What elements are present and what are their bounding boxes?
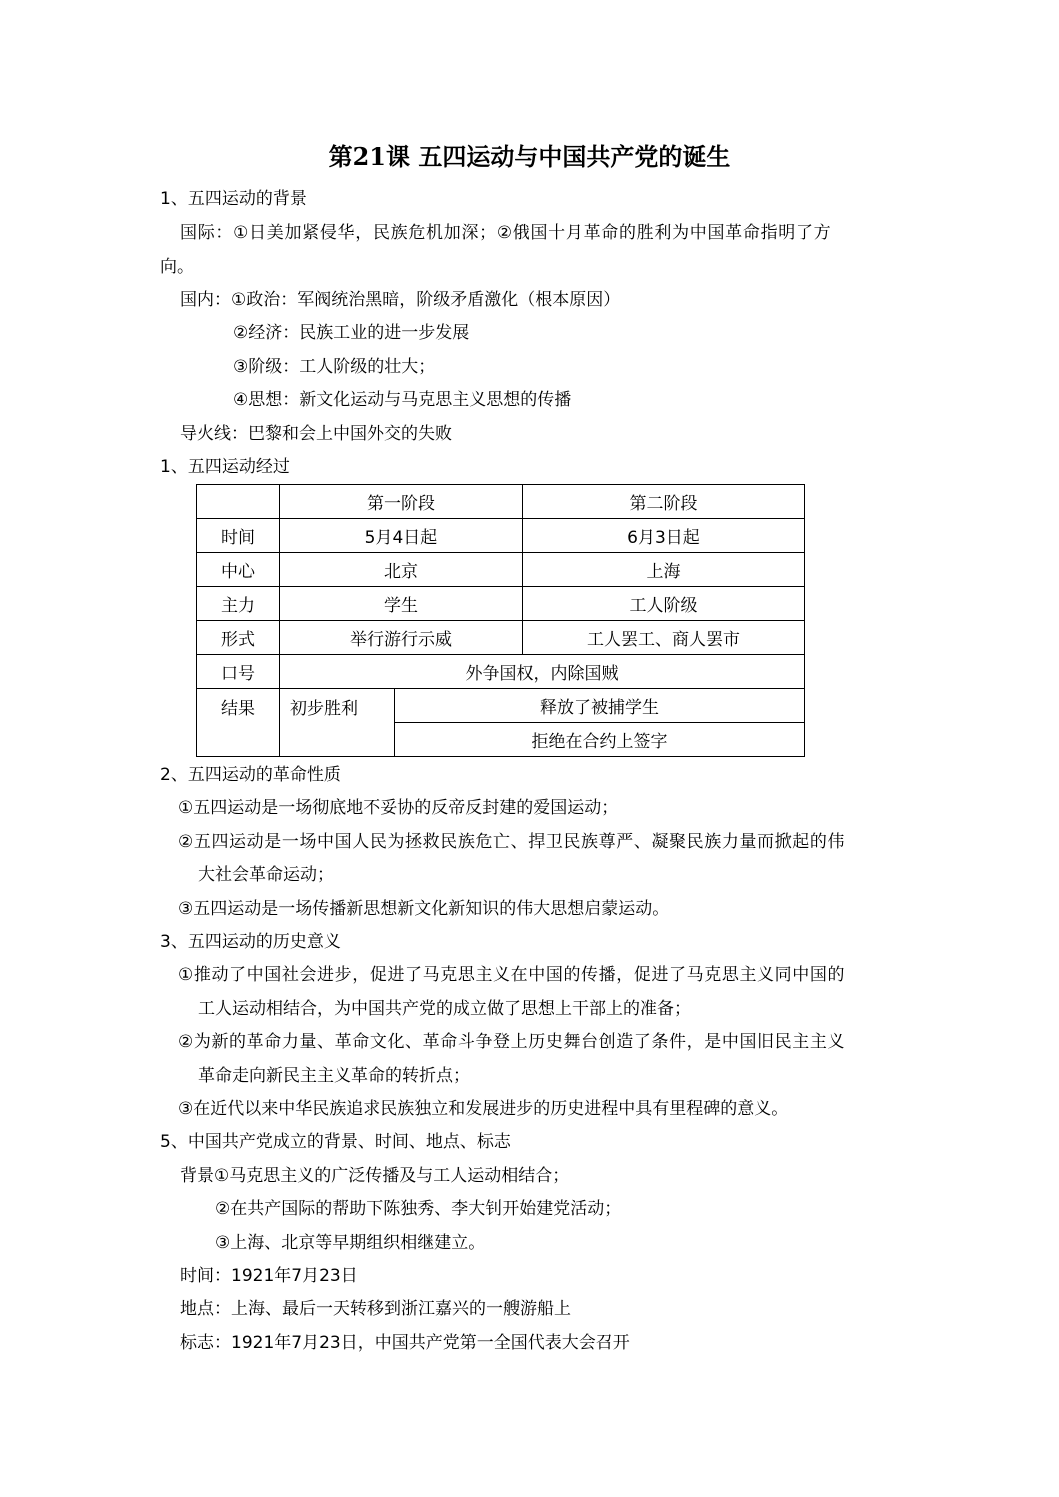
table-row bbox=[197, 519, 805, 553]
domestic-economy: ②经济：民族工业的进一步发展 bbox=[233, 323, 470, 343]
nature-item-3: ③五四运动是一场传播新思想新文化新知识的伟大思想启蒙运动。 bbox=[178, 899, 670, 919]
table-row bbox=[197, 689, 805, 723]
cpc-founding-time: 时间：1921年7月23日 bbox=[180, 1266, 358, 1286]
table-cell: 工人罢工、商人罢市 bbox=[523, 621, 805, 655]
domestic-thought: ④思想：新文化运动与马克思主义思想的传播 bbox=[233, 390, 572, 410]
row-label-result: 结果 bbox=[197, 689, 280, 757]
cpc-founding-sign: 标志：1921年7月23日，中国共产党第一全国代表大会召开 bbox=[180, 1333, 630, 1353]
cpc-background-2: ②在共产国际的帮助下陈独秀、李大钊开始建党活动； bbox=[215, 1199, 622, 1219]
table-row bbox=[197, 553, 805, 587]
significance-item-3: ③在近代以来中华民族追求民族独立和发展进步的历史进程中具有里程碑的意义。 bbox=[178, 1099, 789, 1119]
table-cell: 举行游行示威 bbox=[280, 621, 523, 655]
table-cell: 5月4日起 bbox=[280, 519, 523, 553]
table-row bbox=[197, 485, 805, 519]
row-label-slogan: 口号 bbox=[197, 655, 280, 689]
table-cell: 外争国权，内除国贼 bbox=[280, 655, 805, 689]
table-cell: 6月3日起 bbox=[523, 519, 805, 553]
nature-item-1: ①五四运动是一场彻底地不妥协的反帝反封建的爱国运动； bbox=[178, 798, 619, 818]
table-cell: 释放了被捕学生 bbox=[395, 689, 805, 723]
table-cell: 工人阶级 bbox=[523, 587, 805, 621]
cpc-background-3: ③上海、北京等早期组织相继建立。 bbox=[215, 1233, 486, 1253]
table-row bbox=[197, 655, 805, 689]
page-title: 第21课 五四运动与中国共产党的诞生 bbox=[328, 142, 731, 171]
row-label-time: 时间 bbox=[197, 519, 280, 553]
section-heading-background: 1、五四运动的背景 bbox=[160, 189, 307, 209]
table-row bbox=[197, 621, 805, 655]
section-heading-nature: 2、五四运动的革命性质 bbox=[160, 765, 341, 785]
table-cell bbox=[197, 485, 280, 519]
row-label-center: 中心 bbox=[197, 553, 280, 587]
table-cell: 上海 bbox=[523, 553, 805, 587]
cpc-background-1: 背景①马克思主义的广泛传播及与工人运动相结合； bbox=[180, 1166, 570, 1186]
table-row bbox=[197, 587, 805, 621]
domestic-politics: 国内：①政治：军阀统治黑暗，阶级矛盾激化（根本原因） bbox=[180, 290, 621, 310]
significance-item-2-line2: 革命走向新民主主义革命的转折点； bbox=[198, 1066, 470, 1086]
cpc-founding-place: 地点：上海、最后一天转移到浙江嘉兴的一艘游船上 bbox=[180, 1299, 571, 1319]
nature-item-2-line1: ②五四运动是一场中国人民为拯救民族危亡、捍卫民族尊严、凝聚民族力量而掀起的伟 bbox=[178, 832, 846, 852]
section-heading-cpc-founding: 5、中国共产党成立的背景、时间、地点、标志 bbox=[160, 1132, 511, 1152]
process-table bbox=[196, 484, 805, 757]
significance-item-1-line1: ①推动了中国社会进步，促进了马克思主义在中国的传播，促进了马克思主义同中国的 bbox=[178, 965, 846, 985]
nature-item-2-line2: 大社会革命运动； bbox=[198, 865, 334, 885]
intl-background-line1: 国际：①日美加紧侵华，民族危机加深；②俄国十月革命的胜利为中国革命指明了方 bbox=[180, 223, 832, 243]
row-label-form: 形式 bbox=[197, 621, 280, 655]
table-header-stage1: 第一阶段 bbox=[280, 485, 523, 519]
table-cell: 初步胜利 bbox=[280, 689, 395, 757]
table-cell: 学生 bbox=[280, 587, 523, 621]
table-header-stage2: 第二阶段 bbox=[523, 485, 805, 519]
table-cell: 北京 bbox=[280, 553, 523, 587]
fuse-cause: 导火线：巴黎和会上中国外交的失败 bbox=[180, 424, 452, 444]
significance-item-1-line2: 工人运动相结合，为中国共产党的成立做了思想上干部上的准备； bbox=[198, 999, 691, 1019]
significance-item-2-line1: ②为新的革命力量、革命文化、革命斗争登上历史舞台创造了条件，是中国旧民主主义 bbox=[178, 1032, 846, 1052]
section-heading-process: 1、五四运动经过 bbox=[160, 457, 290, 477]
intl-background-line2: 向。 bbox=[160, 257, 194, 277]
table-cell: 拒绝在合约上签字 bbox=[395, 723, 805, 757]
section-heading-significance: 3、五四运动的历史意义 bbox=[160, 932, 341, 952]
row-label-main-force: 主力 bbox=[197, 587, 280, 621]
domestic-class: ③阶级：工人阶级的壮大； bbox=[233, 357, 436, 377]
